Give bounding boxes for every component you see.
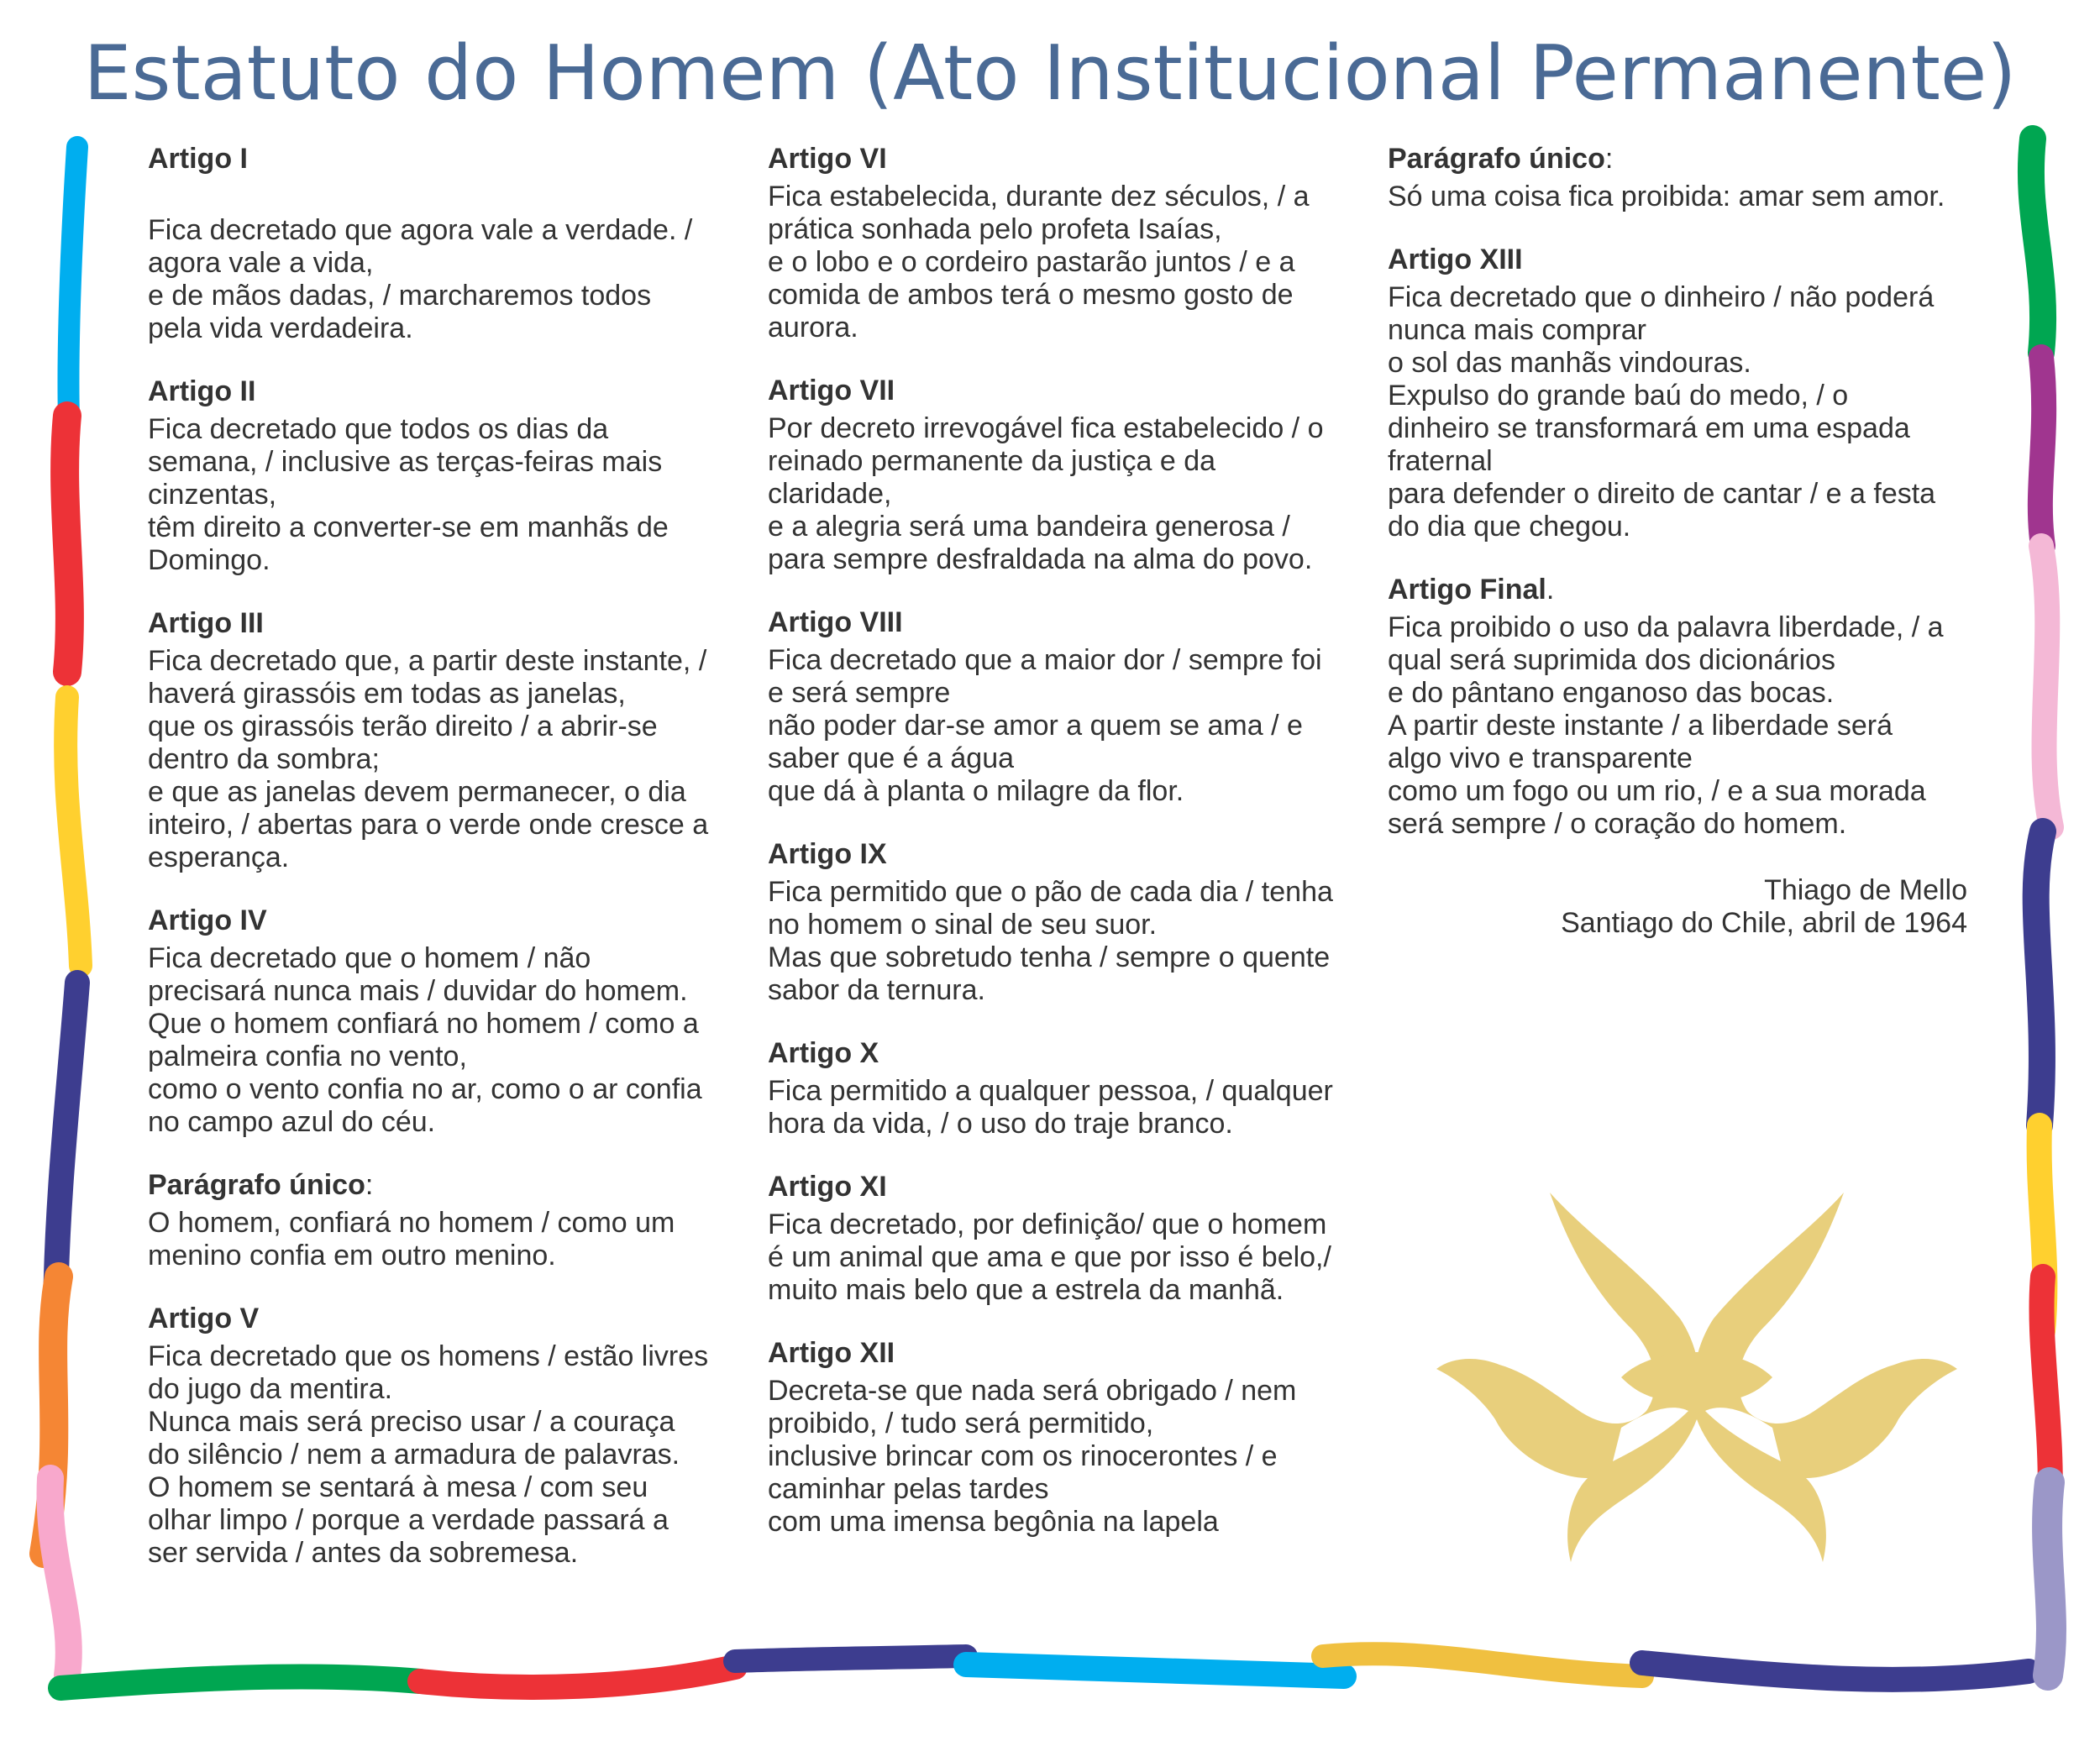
article-10 [768,1037,1373,1140]
border-segment-bottom-green [60,1677,420,1688]
article-line: Domingo. [148,544,270,576]
column-2 [768,143,1373,1569]
article-line: reinado permanente da justiça e da [768,445,1216,477]
heading-text: Artigo Final [1388,574,1546,606]
heading-text: Parágrafo único [1388,143,1605,175]
article-line: é um animal que ama e que por isso é belo,/ [768,1241,1331,1273]
article-line: do jugo da mentira. [148,1373,393,1405]
article-line: Por decreto irrevogável fica estabelecido / o [768,412,1324,444]
article-line: saber que é a água [768,742,1015,774]
crossing-wings [1621,1352,1772,1403]
article-line: A partir deste instante / a liberdade será [1388,710,1893,742]
article-line: Decreta-se que nada será obrigado / nem [768,1375,1297,1407]
article-heading [148,1169,753,1202]
article-line: Fica proibido o uso da palavra liberdade, / a [1388,611,1944,643]
article-line: Fica permitido que o pão de cada dia / tenha [768,876,1333,908]
article-line: muito mais belo que a estrela da manhã. [768,1274,1284,1306]
heading-text: Parágrafo único [148,1169,365,1201]
article-paragrafo-unico-1 [148,1169,753,1272]
article-heading: Artigo XII [768,1337,895,1369]
article-line: olhar limpo / porque a verdade passará a [148,1504,669,1536]
signature-place-date: Santiago do Chile, abril de 1964 [1561,907,1967,939]
article-heading: Artigo XIII [1388,244,1523,275]
article-line: ser servida / antes da sobremesa. [148,1537,579,1569]
doves-illustration [1420,1176,1974,1570]
article-line: Fica decretado que todos os dias da [148,413,609,445]
article-gap [148,181,753,214]
article-11 [768,1171,1373,1307]
article-line: nunca mais comprar [1388,314,1647,346]
article-line: para defender o direito de cantar / e a festa [1388,478,1936,510]
article-line: Mas que sobretudo tenha / sempre o quente [768,941,1331,973]
border-segment-right-navy [2036,831,2043,1125]
article-line: Fica decretado que, a partir deste instante, / [148,645,707,677]
article-line: O homem, confiará no homem / como um [148,1207,675,1239]
heading-punctuation: . [1546,574,1555,606]
article-line: proibido, / tudo será permitido, [768,1408,1154,1439]
article-line: no campo azul do céu. [148,1106,436,1138]
signature [1388,874,1976,940]
article-heading [1388,143,1976,176]
article-line: com uma imensa begônia na lapela [768,1506,1219,1538]
article-line: e que as janelas devem permanecer, o dia [148,776,686,808]
article-line: será sempre / o coração do homem. [1388,808,1847,840]
article-line: fraternal [1388,445,1493,477]
article-line: do dia que chegou. [1388,511,1631,543]
article-3 [148,607,753,874]
article-line: algo vivo e transparente [1388,742,1693,774]
article-line: para sempre desfraldada na alma do povo. [768,543,1313,575]
article-line: Expulso do grande baú do medo, / o [1388,380,1849,412]
border-segment-left-cyan [68,147,77,420]
article-line: do silêncio / nem a armadura de palavras. [148,1439,680,1471]
border-segment-bottom-navy [735,1656,966,1661]
article-line: qual será suprimida dos dicionários [1388,644,1835,676]
article-2 [148,375,753,577]
article-5 [148,1303,753,1570]
article-line: o sol das manhãs vindouras. [1388,347,1751,379]
article-heading: Artigo XI [768,1171,887,1203]
article-heading: Artigo IX [768,838,887,870]
article-line: comida de ambos terá o mesmo gosto de [768,279,1294,311]
border-segment-bottom-cyan [966,1665,1344,1676]
column-3 [1388,143,1976,940]
article-line: dinheiro se transformará em uma espada [1388,412,1910,444]
article-1 [148,143,753,345]
article-line: haverá girassóis em todas as janelas, [148,678,626,710]
article-line: hora da vida, / o uso do traje branco. [768,1108,1233,1140]
article-line: Só uma coisa fica proibida: amar sem amor. [1388,181,1945,212]
article-line: Fica estabelecida, durante dez séculos, / a [768,181,1310,212]
article-line: Fica decretado que os homens / estão livres [148,1340,709,1372]
article-line: e o lobo e o cordeiro pastarão juntos / e a [768,246,1295,278]
article-line: pela vida verdadeira. [148,312,413,344]
heading-punctuation: : [1604,143,1614,175]
border-segment-right-purple [2040,357,2044,546]
page-title: Estatuto do Homem (Ato Institucional Permanente) [83,29,2017,118]
article-line: Fica decretado que o homem / não [148,942,591,974]
article-line: e será sempre [768,677,951,709]
border-segment-right-green [2031,139,2043,353]
article-paragrafo-unico-2 [1388,143,1976,213]
article-heading: Artigo II [148,375,256,407]
article-line: Nunca mais será preciso usar / a couraça [148,1406,675,1438]
border-segment-left-red [65,416,70,672]
article-heading: Artigo IV [148,904,267,936]
article-line: O homem se sentará à mesa / com seu [148,1471,648,1503]
article-line: aurora. [768,312,858,343]
article-heading: Artigo III [148,607,264,639]
article-line: claridade, [768,478,892,510]
border-segment-left-pink [50,1478,69,1675]
article-line: palmeira confia no vento, [148,1041,467,1072]
article-line: no homem o sinal de seu suor. [768,909,1158,941]
article-line: inteiro, / abertas para o verde onde cresce a [148,809,709,841]
article-line: precisará nunca mais / duvidar do homem. [148,975,688,1007]
article-line: que dá à planta o milagre da flor. [768,775,1184,807]
border-segment-bottom-red [420,1667,735,1687]
border-segment-bottom-yellow [1323,1654,1642,1676]
article-line: e a alegria será uma bandeira generosa / [768,511,1290,543]
article-line: Fica decretado, por definição/ que o homem [768,1209,1327,1240]
article-8 [768,606,1373,808]
border-segment-left-navy [55,983,77,1310]
article-final [1388,574,1976,841]
article-9 [768,838,1373,1007]
article-7 [768,375,1373,576]
article-line: menino confia em outro menino. [148,1240,556,1271]
article-heading: Artigo VII [768,375,895,406]
article-line: sabor da ternura. [768,974,985,1006]
border-segment-right-lavender [2047,1482,2051,1675]
article-heading: Artigo I [148,143,248,175]
article-heading: Artigo VIII [768,606,903,638]
column-1 [148,143,753,1600]
article-line: e do pântano enganoso das bocas. [1388,677,1835,709]
border-segment-bottom-navy2 [1642,1663,2029,1680]
border-segment-left-yellow [66,697,81,966]
article-line: inclusive brincar com os rinocerontes / e [768,1440,1278,1472]
article-line: semana, / inclusive as terças-feiras mais [148,446,663,478]
article-line: como o vento confia no ar, como o ar confia [148,1073,702,1105]
article-line: dentro da sombra; [148,743,380,775]
article-line: como um fogo ou um rio, / e a sua morada [1388,775,1926,807]
article-line: não poder dar-se amor a quem se ama / e [768,710,1303,742]
article-line: Fica decretado que a maior dor / sempre foi [768,644,1322,676]
article-line: agora vale a vida, [148,247,374,279]
article-6 [768,143,1373,344]
heading-punctuation: : [365,1169,374,1201]
article-4 [148,904,753,1139]
article-heading: Artigo V [148,1303,260,1334]
article-line: Fica decretado que agora vale a verdade. / [148,214,693,246]
article-heading: Artigo VI [768,143,887,175]
article-line: Fica permitido a qualquer pessoa, / qualquer [768,1075,1333,1107]
article-line: que os girassóis terão direito / a abrir-se [148,710,658,742]
article-line: cinzentas, [148,479,277,511]
article-13 [1388,244,1976,543]
article-12 [768,1337,1373,1539]
article-line: prática sonhada pelo profeta Isaías, [768,213,1222,245]
article-line: caminhar pelas tardes [768,1473,1049,1505]
article-line: Fica decretado que o dinheiro / não poderá [1388,281,1935,313]
article-heading: Artigo X [768,1037,879,1069]
border-segment-right-pink [2041,546,2051,827]
article-line: e de mãos dadas, / marcharemos todos [148,280,652,312]
article-line: têm direito a converter-se em manhãs de [148,511,669,543]
article-line: esperança. [148,842,290,873]
signature-author: Thiago de Mello [1764,874,1967,906]
article-line: Que o homem confiará no homem / como a [148,1008,699,1040]
article-heading [1388,574,1976,606]
